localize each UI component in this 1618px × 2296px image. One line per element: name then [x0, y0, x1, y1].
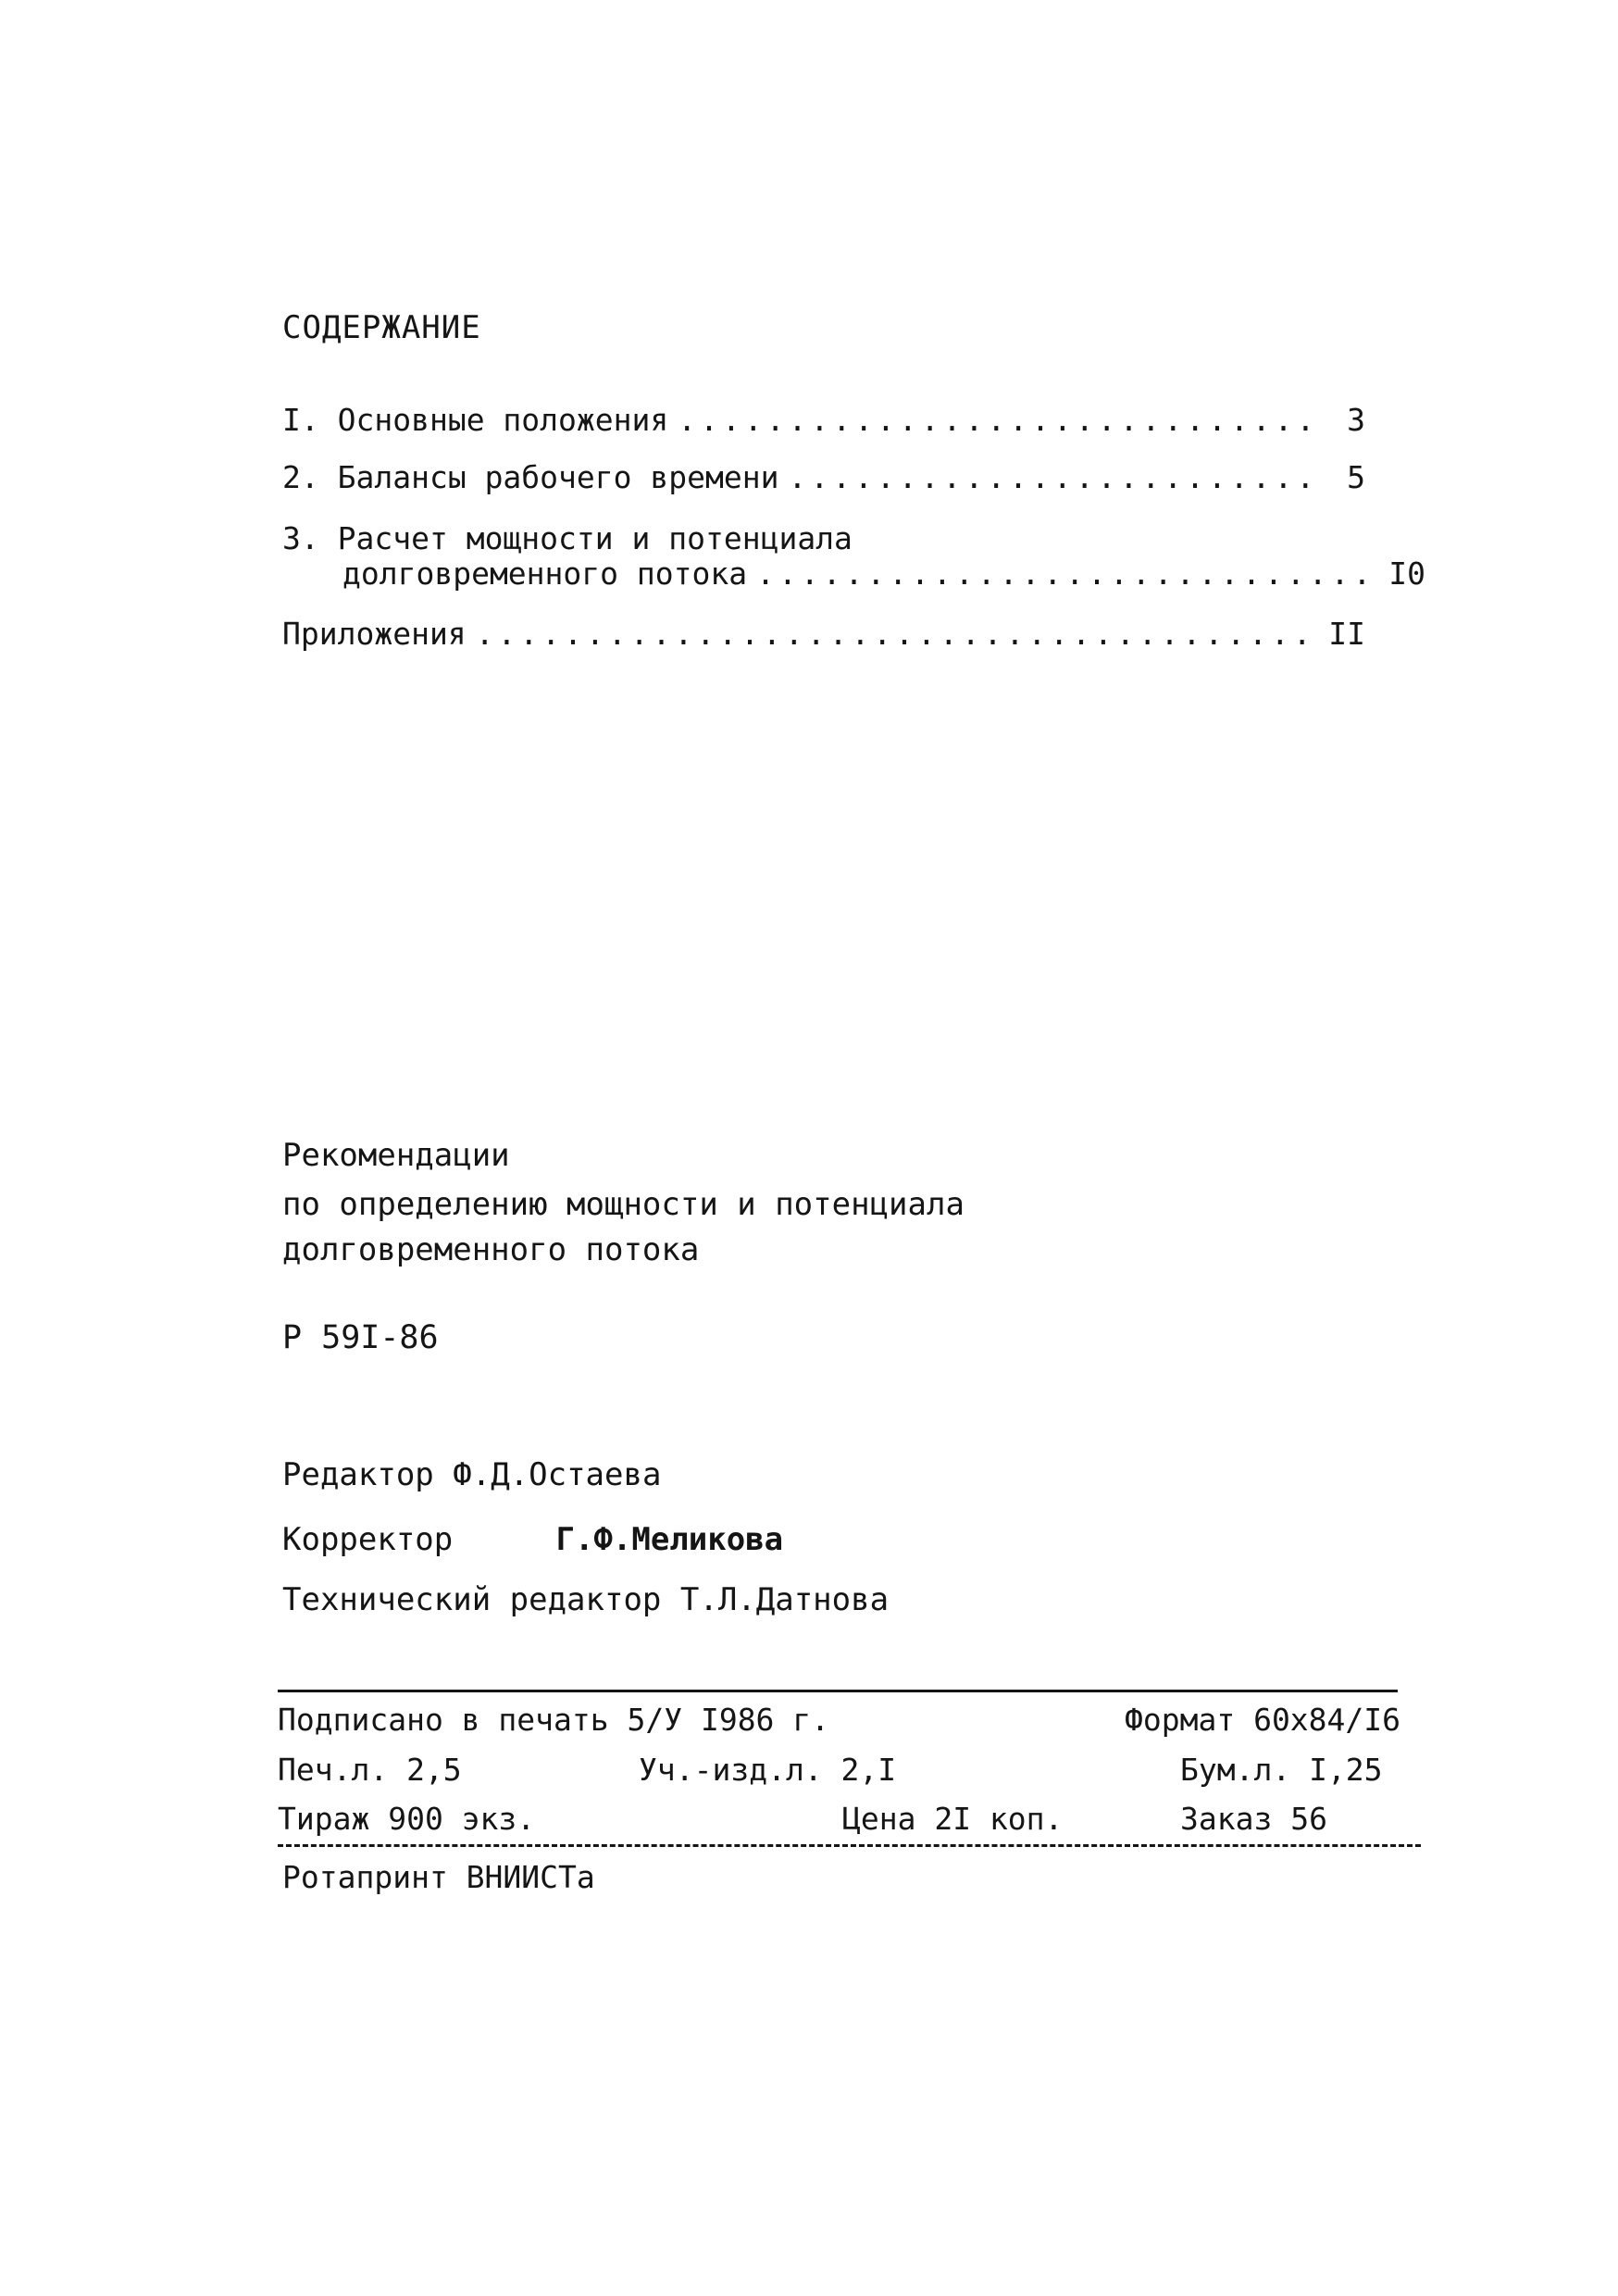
imprint-price: Цена 2I коп. — [842, 1801, 1064, 1837]
contents-title: СОДЕРЖАНИЕ — [282, 309, 481, 346]
publication-title-line1: Рекомендации — [282, 1137, 510, 1174]
toc-leader-dots — [476, 617, 1310, 652]
corrector-line — [282, 1521, 783, 1558]
imprint-paper-sheets: Бум.л. I,25 — [1180, 1752, 1383, 1788]
toc-entry-text-line1: Расчет мощности и потенциала — [337, 520, 853, 556]
editor-line — [282, 1456, 661, 1493]
editor-name: Ф.Д.Остаева — [453, 1456, 662, 1493]
publication-title-line3: долговременного потока — [282, 1231, 700, 1268]
corrector-name: Г.Ф.Меликова — [555, 1521, 784, 1558]
toc-entry-number: 3. — [282, 520, 319, 556]
toc-entry-text-line2: долговременного потока — [342, 555, 748, 592]
corrector-role: Корректор — [282, 1521, 454, 1558]
toc-leader-dots — [756, 556, 1370, 592]
toc-entry-number: I. — [282, 402, 319, 438]
tech-editor-line — [282, 1581, 889, 1618]
imprint-bottom-rule — [278, 1844, 1421, 1847]
toc-entry-page: I0 — [1388, 555, 1425, 592]
toc-entry-text: Основные положения — [337, 402, 669, 438]
toc-entry-3 — [282, 520, 1425, 592]
toc-entry-text: Балансы рабочего времени — [337, 459, 779, 495]
toc-leader-dots — [678, 403, 1310, 438]
toc-entry-1 — [282, 403, 1365, 438]
imprint-signed: Подписано в печать 5/У I986 г. — [278, 1702, 830, 1738]
publication-title-line2: по определению мощности и потенциала — [282, 1186, 965, 1223]
imprint-print-sheets: Печ.л. 2,5 — [278, 1752, 462, 1788]
tech-editor-name: Т.Л.Датнова — [679, 1581, 890, 1618]
editor-role: Редактор — [282, 1456, 434, 1493]
toc-entry-text: Приложения — [282, 616, 467, 652]
imprint-edit-sheets: Уч.-изд.л. 2,I — [639, 1752, 897, 1788]
tech-editor-role: Технический редактор — [282, 1581, 662, 1618]
toc-leader-dots — [788, 460, 1310, 495]
imprint-format: Формат 60х84/I6 — [1125, 1702, 1401, 1738]
toc-entry-page: 5 — [1347, 459, 1365, 495]
imprint-order: Заказ 56 — [1180, 1801, 1327, 1837]
toc-entry-number: 2. — [282, 459, 319, 495]
imprint-top-rule — [278, 1690, 1398, 1692]
imprint-printer: Ротапринт ВНИИСТа — [282, 1859, 595, 1895]
toc-entry-page: II — [1328, 616, 1365, 652]
toc-entry-2 — [282, 460, 1365, 495]
publication-code: Р 59I-86 — [282, 1319, 439, 1356]
imprint-run: Тираж 900 экз. — [278, 1801, 536, 1837]
toc-entry-page: 3 — [1347, 402, 1365, 438]
toc-entry-4 — [282, 617, 1365, 652]
